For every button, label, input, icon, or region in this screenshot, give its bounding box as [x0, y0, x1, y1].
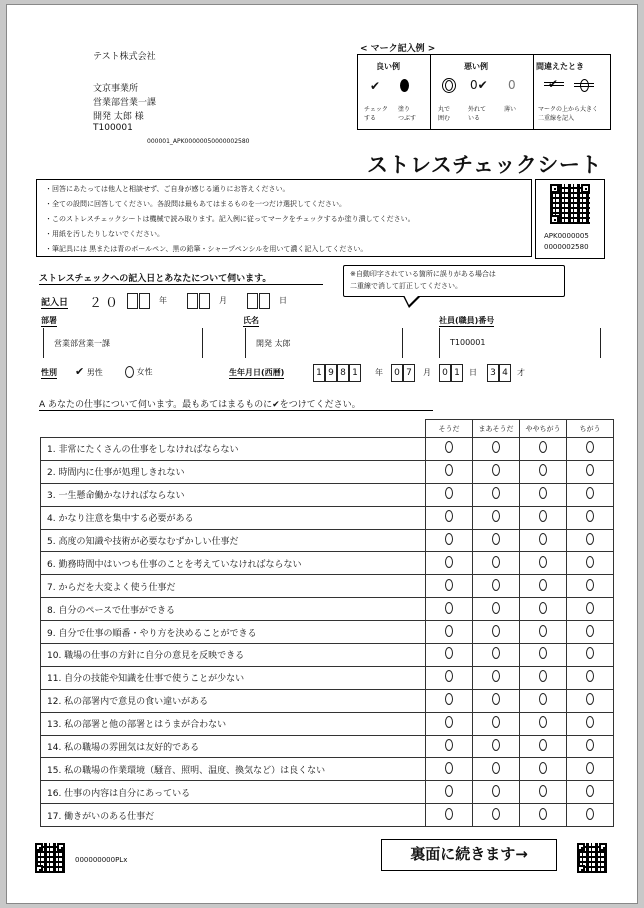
answer-oval-icon[interactable] [445, 602, 453, 614]
questions-table [40, 419, 614, 827]
question-row [41, 621, 614, 644]
answer-option-cell[interactable] [473, 689, 520, 712]
female-oval-icon [125, 366, 134, 378]
question-row [41, 438, 614, 461]
birth-month-digit: 0 [391, 364, 403, 382]
answer-oval-icon[interactable] [492, 716, 500, 728]
answer-option-cell[interactable] [426, 483, 473, 506]
answer-oval-icon[interactable] [586, 441, 594, 453]
empno-field[interactable] [439, 328, 601, 358]
question-row [41, 575, 614, 598]
answer-option-cell[interactable] [520, 781, 567, 804]
answer-oval-icon[interactable] [492, 441, 500, 453]
answer-option-cell[interactable] [473, 644, 520, 667]
date-month-input[interactable] [187, 290, 211, 309]
answer-option-cell[interactable] [473, 483, 520, 506]
answer-oval-icon[interactable] [586, 693, 594, 705]
department-name: 営業部営業一課 [93, 98, 157, 108]
question-text: 15. 私の職場の作業環境（騒音、照明、温度、換気など）は良くない [41, 758, 426, 781]
answer-option-cell[interactable] [520, 689, 567, 712]
struck-mark-icon-1: ✔ [548, 77, 559, 91]
option-header: まあそうだ [473, 420, 520, 438]
birth-day-unit: 日 [469, 368, 477, 377]
birth-year-digit: 9 [325, 364, 337, 382]
answer-oval-icon[interactable] [492, 602, 500, 614]
answer-oval-icon[interactable] [445, 487, 453, 499]
answer-oval-icon[interactable] [445, 785, 453, 797]
sex-label: 性別 [41, 368, 57, 377]
answer-option-cell[interactable] [426, 804, 473, 827]
instructions-box [36, 179, 532, 257]
answer-option-cell[interactable] [520, 735, 567, 758]
answer-option-cell[interactable] [426, 552, 473, 575]
bad-example-title: 悪い例 [464, 62, 488, 71]
qr-code-1: APK0000005 [544, 232, 589, 240]
footer-qr-left-icon [35, 843, 65, 873]
answer-oval-icon[interactable] [586, 739, 594, 751]
answer-oval-icon[interactable] [539, 533, 547, 545]
answer-option-cell[interactable] [473, 598, 520, 621]
answer-oval-icon[interactable] [492, 510, 500, 522]
callout-box [343, 265, 565, 297]
answer-option-cell[interactable] [473, 575, 520, 598]
answer-option-cell[interactable] [520, 621, 567, 644]
question-row [41, 666, 614, 689]
answer-option-cell[interactable] [426, 438, 473, 461]
birth-month-unit: 月 [423, 368, 431, 377]
answer-option-cell[interactable] [520, 483, 567, 506]
answer-option-cell[interactable] [520, 666, 567, 689]
answer-oval-icon[interactable] [586, 556, 594, 568]
date-day-input[interactable] [247, 290, 271, 309]
answer-oval-icon[interactable] [539, 464, 547, 476]
continue-on-back: 裏面に続きます→ [381, 839, 557, 871]
dept-label: 部署 [41, 316, 57, 325]
footer-code: 000000000PLx [75, 856, 128, 864]
date-year-unit: 年 [159, 296, 167, 305]
answer-oval-icon[interactable] [445, 670, 453, 682]
question-row [41, 529, 614, 552]
answer-oval-icon[interactable] [586, 625, 594, 637]
sex-female-option[interactable] [125, 366, 153, 378]
date-day-unit: 日 [279, 296, 287, 305]
birth-year-unit: 年 [375, 368, 383, 377]
instruction-4: ・用紙を汚したりしないでください。 [45, 230, 164, 238]
answer-oval-icon[interactable] [492, 533, 500, 545]
question-row [41, 460, 614, 483]
instruction-3: ・このストレスチェックシートは機械で読み取ります。記入例に従ってマークをチェックするか塗り潰してください。 [45, 215, 415, 223]
answer-option-cell[interactable] [473, 804, 520, 827]
instruction-1: ・回答にあたっては他人と相談せず、ご自身が感じる通りにお答えください。 [45, 185, 290, 193]
recipient-id: T100001 [93, 123, 133, 133]
answer-oval-icon[interactable] [586, 579, 594, 591]
name-field[interactable] [245, 328, 403, 358]
question-text: 8. 自分のペースで仕事ができる [41, 598, 426, 621]
bad-item-3: 薄い [504, 106, 517, 113]
bad-item-1: 丸で 囲む [438, 106, 451, 122]
answer-option-cell[interactable] [520, 758, 567, 781]
answer-oval-icon[interactable] [539, 487, 547, 499]
answer-option-cell[interactable] [473, 735, 520, 758]
answer-oval-icon[interactable] [539, 693, 547, 705]
answer-oval-icon[interactable] [445, 762, 453, 774]
option-header: ちがう [567, 420, 614, 438]
answer-oval-icon[interactable] [539, 441, 547, 453]
answer-oval-icon[interactable] [586, 808, 594, 820]
answer-oval-icon[interactable] [539, 647, 547, 659]
answer-option-cell[interactable] [473, 666, 520, 689]
answer-oval-icon[interactable] [492, 647, 500, 659]
answer-option-cell[interactable] [473, 506, 520, 529]
option-header: そうだ [426, 420, 473, 438]
question-row [41, 598, 614, 621]
office-name: 文京事業所 [93, 84, 139, 94]
answer-oval-icon[interactable] [492, 487, 500, 499]
offset-mark-icon: 0✔ [470, 78, 488, 92]
question-text: 10. 職場の仕事の方針に自分の意見を反映できる [41, 644, 426, 667]
answer-option-cell[interactable] [567, 758, 614, 781]
sheet-title: ストレスチェックシート [367, 153, 602, 177]
answer-option-cell[interactable] [567, 689, 614, 712]
qr-code-2: 0000002580 [544, 243, 589, 251]
answer-oval-icon[interactable] [539, 716, 547, 728]
answer-oval-icon[interactable] [586, 464, 594, 476]
answer-option-cell[interactable] [567, 506, 614, 529]
answer-option-cell[interactable] [520, 598, 567, 621]
answer-option-cell[interactable] [520, 438, 567, 461]
answer-option-cell[interactable] [473, 460, 520, 483]
answer-oval-icon[interactable] [539, 556, 547, 568]
answer-oval-icon[interactable] [539, 739, 547, 751]
answer-option-cell[interactable] [567, 529, 614, 552]
barcode-text: 000001_APK00000050000002580 [147, 138, 250, 145]
question-text: 5. 高度の知識や技術が必要なむずかしい仕事だ [41, 529, 426, 552]
filled-mark-icon [400, 79, 409, 92]
footer-qr-right-icon [577, 843, 607, 873]
question-text: 4. かなり注意を集中する必要がある [41, 506, 426, 529]
options-header-row [41, 420, 614, 438]
answer-oval-icon[interactable] [539, 625, 547, 637]
answer-oval-icon[interactable] [539, 602, 547, 614]
answer-oval-icon[interactable] [445, 693, 453, 705]
header-spacer [41, 420, 426, 438]
answer-oval-icon[interactable] [586, 762, 594, 774]
birth-label: 生年月日(西暦) [229, 368, 285, 377]
answer-option-cell[interactable] [567, 438, 614, 461]
good-example-title: 良い例 [376, 62, 400, 71]
answer-oval-icon[interactable] [492, 579, 500, 591]
answer-option-cell[interactable] [473, 781, 520, 804]
age-field[interactable] [487, 362, 511, 382]
answer-oval-icon[interactable] [586, 510, 594, 522]
date-year-input[interactable] [127, 290, 151, 309]
question-row [41, 781, 614, 804]
good-item-2: 塗り つぶす [398, 106, 417, 122]
good-item-1: チェック する [364, 106, 388, 122]
answer-oval-icon[interactable] [445, 464, 453, 476]
answer-oval-icon[interactable] [586, 716, 594, 728]
company-name: テスト株式会社 [93, 52, 156, 62]
answer-oval-icon[interactable] [445, 579, 453, 591]
question-row [41, 506, 614, 529]
answer-option-cell[interactable] [520, 506, 567, 529]
answer-option-cell[interactable] [426, 575, 473, 598]
empno-label: 社員(職員)番号 [439, 316, 495, 325]
answer-oval-icon[interactable] [445, 625, 453, 637]
answer-oval-icon[interactable] [445, 716, 453, 728]
question-text: 11. 自分の技能や知識を仕事で使うことが少ない [41, 666, 426, 689]
question-row [41, 735, 614, 758]
option-header: ややちがう [520, 420, 567, 438]
female-label: 女性 [136, 367, 153, 377]
answer-option-cell[interactable] [520, 552, 567, 575]
birth-year-digit: 1 [313, 364, 325, 382]
birth-year-digit: 1 [349, 364, 361, 382]
question-text: 3. 一生懸命働かなければならない [41, 483, 426, 506]
question-text: 6. 勤務時間中はいつも仕事のことを考えていなければならない [41, 552, 426, 575]
answer-oval-icon[interactable] [586, 533, 594, 545]
answer-option-cell[interactable] [426, 644, 473, 667]
answer-oval-icon[interactable] [586, 785, 594, 797]
answer-oval-icon[interactable] [586, 647, 594, 659]
info-section-title: ストレスチェックへの記入日とあなたについて伺います。 [39, 271, 323, 285]
answer-option-cell[interactable] [567, 644, 614, 667]
answer-option-cell[interactable] [426, 781, 473, 804]
mistake-example-title: 間違えたとき [536, 62, 584, 71]
question-row [41, 804, 614, 827]
answer-option-cell[interactable] [426, 598, 473, 621]
question-text: 13. 私の部署と他の部署とはうまが合わない [41, 712, 426, 735]
answer-option-cell[interactable] [473, 712, 520, 735]
age-unit: 才 [517, 368, 525, 377]
answer-option-cell[interactable] [520, 804, 567, 827]
answer-option-cell[interactable] [567, 460, 614, 483]
answer-option-cell[interactable] [567, 598, 614, 621]
birth-day-digit: 1 [451, 364, 463, 382]
answer-oval-icon[interactable] [492, 693, 500, 705]
instruction-5: ・筆記具には 黒または青のボールペン、黒の鉛筆・シャープペンシルを用いて濃く記入してください。 [45, 245, 368, 253]
answer-option-cell[interactable] [426, 460, 473, 483]
answer-oval-icon[interactable] [492, 739, 500, 751]
answer-option-cell[interactable] [520, 529, 567, 552]
birth-year-digit: 8 [337, 364, 349, 382]
answer-oval-icon[interactable] [492, 625, 500, 637]
birth-month-digit: 7 [403, 364, 415, 382]
answer-option-cell[interactable] [426, 621, 473, 644]
answer-oval-icon[interactable] [539, 510, 547, 522]
question-row [41, 689, 614, 712]
answer-option-cell[interactable] [473, 529, 520, 552]
question-text: 2. 時間内に仕事が処理しきれない [41, 460, 426, 483]
answer-oval-icon[interactable] [492, 785, 500, 797]
instruction-2: ・全ての設問に回答してください。各設問は最もあてはまるものを一つだけ選択してください。 [45, 200, 346, 208]
answer-option-cell[interactable] [473, 438, 520, 461]
question-row [41, 552, 614, 575]
answer-option-cell[interactable] [567, 483, 614, 506]
question-text: 7. からだを大変よく使う仕事だ [41, 575, 426, 598]
faint-mark-icon: 0 [508, 78, 516, 92]
answer-option-cell[interactable] [520, 712, 567, 735]
answer-option-cell[interactable] [520, 460, 567, 483]
answer-oval-icon[interactable] [539, 785, 547, 797]
answer-option-cell[interactable] [473, 552, 520, 575]
circled-mark-icon [442, 78, 456, 93]
age-digit: 4 [499, 364, 511, 382]
sex-male-option[interactable] [75, 365, 103, 378]
answer-oval-icon[interactable] [445, 647, 453, 659]
male-check-icon: ✔ [75, 365, 85, 378]
answer-option-cell[interactable] [520, 644, 567, 667]
birth-day[interactable] [439, 362, 463, 382]
date-prefix: ２０ [89, 296, 122, 311]
date-label: 記入日 [41, 295, 68, 309]
bad-item-2: 外れて いる [468, 106, 487, 122]
answer-option-cell[interactable] [567, 621, 614, 644]
answer-option-cell[interactable] [426, 529, 473, 552]
answer-option-cell[interactable] [473, 758, 520, 781]
answer-option-cell[interactable] [473, 621, 520, 644]
recipient-name: 開発 太郎 様 [93, 112, 144, 122]
date-month-unit: 月 [219, 296, 227, 305]
answer-oval-icon[interactable] [586, 602, 594, 614]
answer-oval-icon[interactable] [445, 533, 453, 545]
mark-example-title: < マーク記入例 > [360, 44, 436, 54]
age-digit: 3 [487, 364, 499, 382]
qr-box [535, 179, 605, 259]
answer-oval-icon[interactable] [586, 670, 594, 682]
empno-value: T100001 [450, 338, 486, 347]
answer-option-cell[interactable] [426, 712, 473, 735]
answer-oval-icon[interactable] [539, 808, 547, 820]
answer-oval-icon[interactable] [539, 762, 547, 774]
name-value: 開発 太郎 [256, 339, 291, 348]
dept-value: 営業部営業一課 [54, 339, 110, 348]
question-text: 9. 自分で仕事の順番・やり方を決めることができる [41, 621, 426, 644]
answer-option-cell[interactable] [426, 666, 473, 689]
answer-option-cell[interactable] [567, 712, 614, 735]
question-text: 12. 私の部署内で意見の食い違いがある [41, 689, 426, 712]
answer-option-cell[interactable] [426, 506, 473, 529]
answer-oval-icon[interactable] [539, 670, 547, 682]
mistake-note: マークの上から大きく 二重線を記入 [538, 106, 599, 122]
answer-oval-icon[interactable] [492, 464, 500, 476]
birth-month[interactable] [391, 362, 415, 382]
dept-field[interactable] [43, 328, 203, 358]
answer-option-cell[interactable] [567, 575, 614, 598]
question-row [41, 712, 614, 735]
birth-day-digit: 0 [439, 364, 451, 382]
answer-option-cell[interactable] [567, 781, 614, 804]
answer-oval-icon[interactable] [586, 487, 594, 499]
question-text: 16. 仕事の内容は自分にあっている [41, 781, 426, 804]
question-text: 14. 私の職場の雰囲気は友好的である [41, 735, 426, 758]
answer-option-cell[interactable] [567, 666, 614, 689]
answer-option-cell[interactable] [567, 735, 614, 758]
answer-oval-icon[interactable] [492, 808, 500, 820]
answer-option-cell[interactable] [567, 804, 614, 827]
answer-oval-icon[interactable] [492, 670, 500, 682]
question-row [41, 758, 614, 781]
answer-option-cell[interactable] [426, 689, 473, 712]
answer-oval-icon[interactable] [445, 441, 453, 453]
callout-text: ※自動印字されている箇所に誤りがある場合は 二重線で消して訂正してください。 [350, 270, 496, 290]
stress-check-sheet [6, 4, 638, 904]
answer-oval-icon[interactable] [445, 510, 453, 522]
answer-option-cell[interactable] [567, 552, 614, 575]
answer-option-cell[interactable] [520, 575, 567, 598]
answer-oval-icon[interactable] [492, 762, 500, 774]
male-label: 男性 [86, 368, 103, 377]
answer-option-cell[interactable] [426, 735, 473, 758]
answer-oval-icon[interactable] [445, 556, 453, 568]
name-label: 氏名 [243, 316, 259, 325]
qr-code-icon [550, 184, 590, 224]
question-text: 1. 非常にたくさんの仕事をしなければならない [41, 438, 426, 461]
answer-oval-icon[interactable] [492, 556, 500, 568]
question-row [41, 483, 614, 506]
answer-oval-icon[interactable] [445, 739, 453, 751]
check-mark-icon: ✔ [370, 79, 381, 93]
answer-option-cell[interactable] [426, 758, 473, 781]
mark-example-box [357, 54, 611, 130]
question-row [41, 644, 614, 667]
section-a-title: A あなたの仕事について伺います。最もあてはまるものに✔をつけてください。 [39, 397, 433, 411]
question-text: 17. 働きがいのある仕事だ [41, 804, 426, 827]
answer-oval-icon[interactable] [445, 808, 453, 820]
answer-oval-icon[interactable] [539, 579, 547, 591]
birth-year[interactable] [313, 362, 361, 382]
